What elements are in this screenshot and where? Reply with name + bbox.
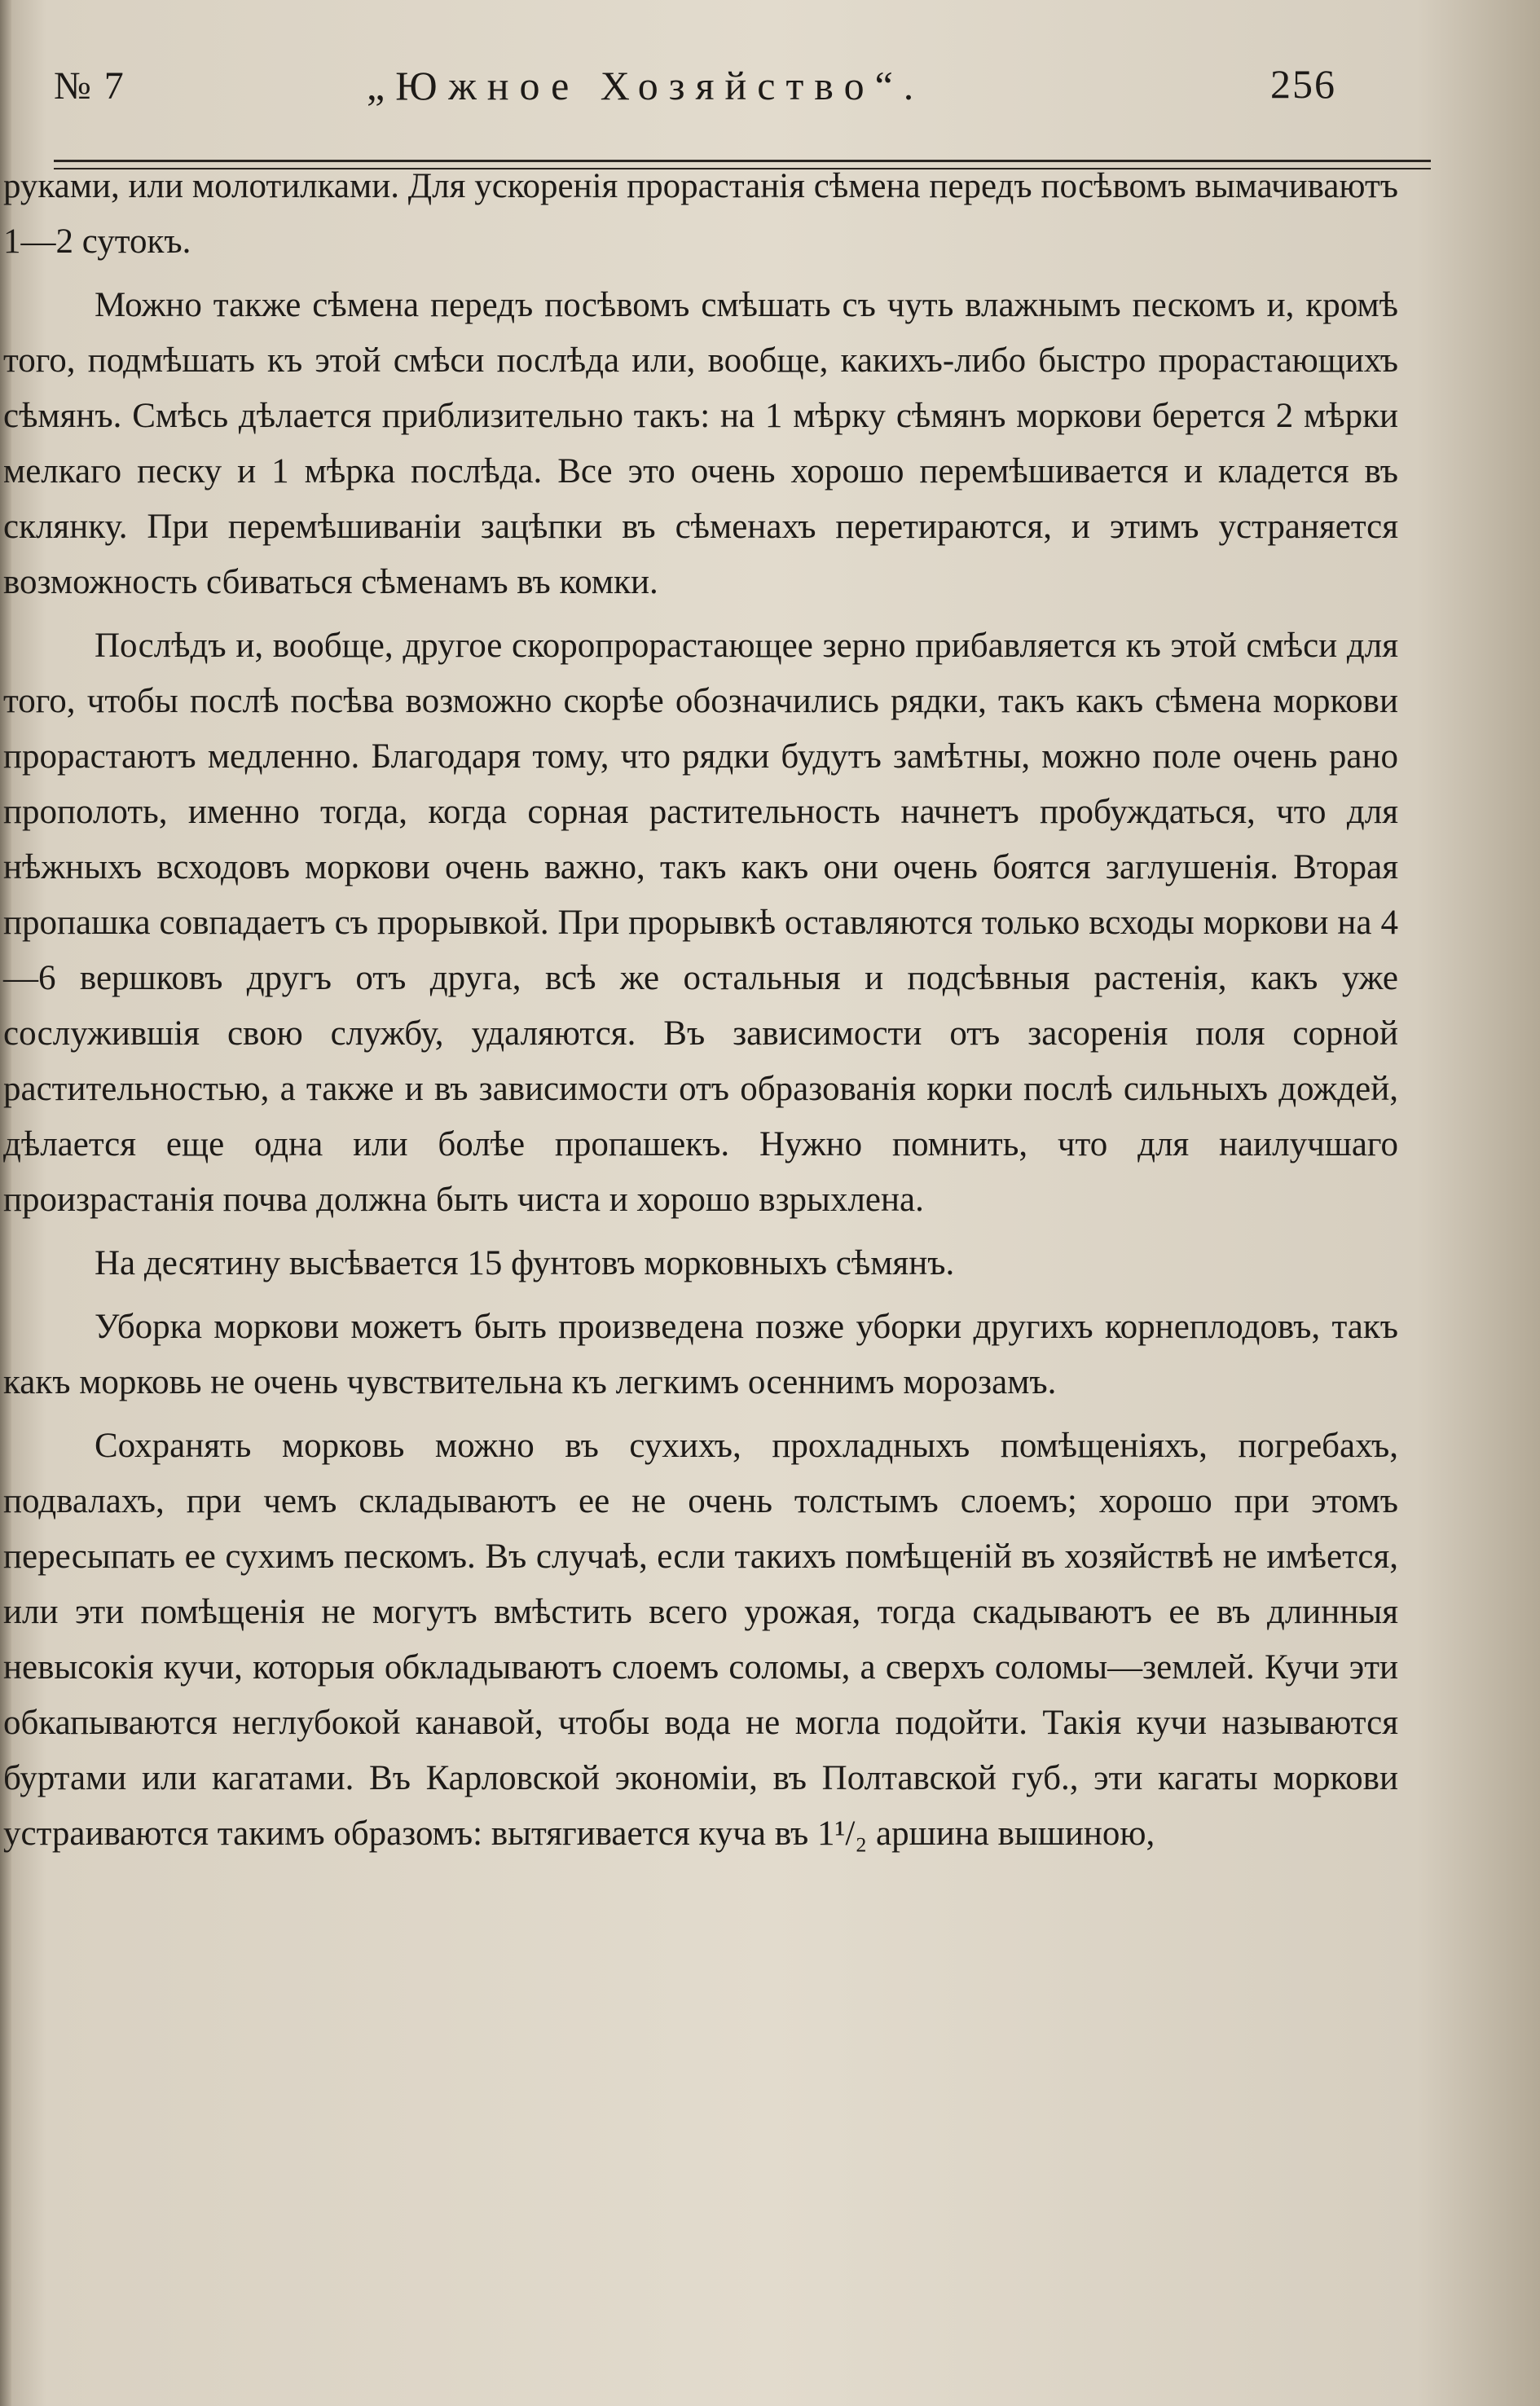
paragraph: руками, или молотилками. Для ускоренія прорастанія сѣмена передъ посѣвомъ вымачиваютъ 1—2 сутокъ. (3, 167, 1398, 261)
paragraph: Уборка моркови можетъ быть произведена позже уборки другихъ корнеплодовъ, такъ какъ морковь не очень чувствительна къ легкимъ осеннимъ морозамъ. (3, 1308, 1398, 1401)
paragraph: Сохранять морковь можно въ сухихъ, прохладныхъ помѣщеніяхъ, погребахъ, подвалахъ, при чемъ складываютъ ее не очень толстымъ слоемъ; хорошо при этомъ пересыпать ее сухимъ пескомъ. Въ случаѣ, если такихъ помѣщеній въ хозяйствѣ не имѣется, или эти помѣщенія не могутъ вмѣстить всего урожая, тогда скадываютъ ее въ длинныя невысокія кучи, которыя обкладываютъ слоемъ соломы, а сверхъ соломы—землей. Кучи эти обкапываются неглубокой канавой, чтобы вода не могла подойти. Такія кучи называются буртами или кагатами. Въ Карловской экономіи, въ Полтавской губ., эти кагаты моркови устраиваются такимъ образомъ: вытягивается куча въ 1¹/₂ аршина вышиною, (3, 1427, 1398, 1853)
journal-title: „Южное Хозяйство“. (367, 63, 925, 108)
issue-number: № 7 (54, 64, 125, 108)
paragraph: Можно также сѣмена передъ посѣвомъ смѣшать съ чуть влажнымъ пескомъ и, кромѣ того, подмѣшать къ этой смѣси послѣда или, вообще, какихъ-либо быстро прорастающихъ сѣмянъ. Смѣсь дѣлается приблизительно такъ: на 1 мѣрку сѣмянъ моркови берется 2 мѣрки мелкаго песку и 1 мѣрка послѣда. Все это очень хорошо перемѣшивается и кладется въ склянку. При перемѣшиваніи зацѣпки въ сѣменахъ перетираются, и этимъ устраняется возможность сбиваться сѣменамъ въ комки. (3, 286, 1398, 601)
body-text (3, 159, 1398, 1862)
running-header (49, 55, 1385, 121)
paragraph: На десятину высѣвается 15 фунтовъ морковныхъ сѣмянъ. (95, 1244, 955, 1282)
paragraph: Послѣдъ и, вообще, другое скоропрорастающее зерно прибавляется къ этой смѣси для того, чтобы послѣ посѣва возможно скорѣе обозначились рядки, такъ какъ сѣмена моркови прорастаютъ медленно. Благодаря тому, что рядки будутъ замѣтны, можно поле очень рано прополоть, именно тогда, когда сорная растительность начнетъ пробуждаться, что для нѣжныхъ всходовъ моркови очень важно, такъ какъ они очень боятся заглушенія. Вторая пропашка совпадаетъ съ прорывкой. При прорывкѣ оставляются только всходы моркови на 4—6 вершковъ другъ отъ друга, всѣ же остальныя и подсѣвныя растенія, какъ уже сослужившія свою службу, удаляются. Въ зависимости отъ засоренія поля сорной растительностью, а также и въ зависимости отъ образованія корки послѣ сильныхъ дождей, дѣлается еще одна или болѣе пропашекъ. Нужно помнить, что для наилучшаго произрастанія почва должна быть чиста и хорошо взрыхлена. (3, 627, 1398, 1219)
page-number: 256 (1270, 61, 1336, 107)
